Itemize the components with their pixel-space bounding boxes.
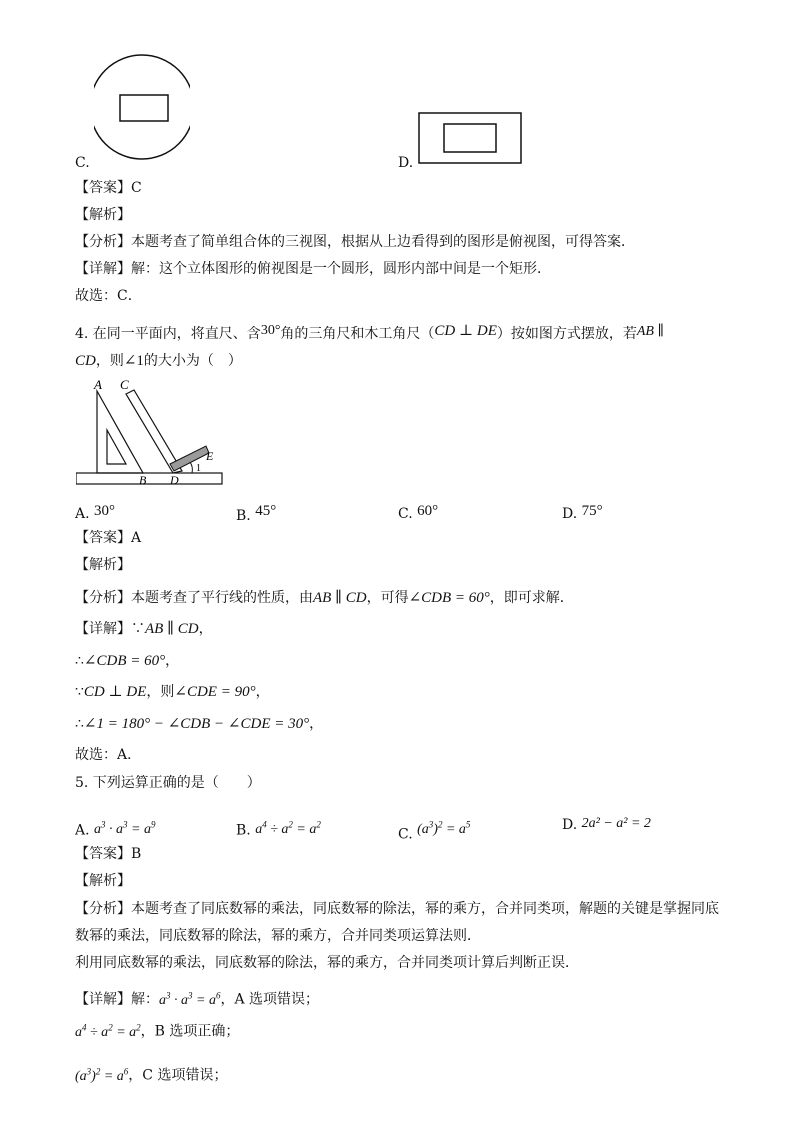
q5-option-c: C. $(a^3)^2 = a^5$: [398, 819, 471, 843]
q4-step-3: ∵CD ⊥ DE，则∠CDE = 90°，: [75, 684, 270, 700]
q3-option-c-label: C.: [75, 155, 90, 171]
q4-fenxi: 【分析】本题考查了平行线的性质，由AB ∥ CD，可得∠CDB = 60°，即可求解．: [75, 590, 574, 606]
fig-label-d: D: [170, 473, 179, 486]
q5-detail-2: $a^4 \div a^2 = a^2$，B 选项正确；: [75, 1022, 240, 1040]
ab-parallel: AB ∥: [636, 324, 664, 339]
q5-stem: 5. 下列运算正确的是（ ）: [75, 775, 261, 791]
q5-fenxi-line1: 【分析】本题考查了同底数幂的乘法，同底数幂的除法，幂的乘方，合并同类项，解题的关键是掌握同底: [75, 901, 719, 917]
q5-option-b: B. $a^4 \div a^2 = a^2$: [236, 819, 321, 839]
q5-analysis-heading: 【解析】: [75, 873, 131, 889]
q5-option-d: D. 2a² − a² = 2: [562, 816, 651, 833]
fig-label-a: A: [94, 378, 102, 392]
q3-answer: 【答案】C: [75, 180, 142, 196]
q4-stem-line2: CD，则∠1的大小为（ ）: [75, 353, 242, 369]
q5-fenxi-line3: 利用同底数幂的乘法，同底数幂的除法，幂的乘方，合并同类项计算后判断正误．: [75, 955, 579, 971]
q4-step-4: ∴∠1 = 180° − ∠CDB − ∠CDE = 30°，: [75, 716, 324, 732]
q4-analysis-heading: 【解析】: [75, 557, 131, 573]
fig-label-e: E: [206, 449, 214, 463]
q4-stem-line1: 4. 在同一平面内，将直尺、含30°角的三角尺和木工角尺（CD ⊥ DE）按如图方式摆放，若AB ∥: [75, 323, 664, 342]
thirty-degree: 30°: [260, 323, 281, 338]
cd-label: CD: [75, 353, 96, 369]
fig-label-c: C: [120, 378, 129, 392]
q4-ruler-triangle-figure: [76, 378, 226, 486]
q4-option-b: B. 45°: [236, 503, 277, 524]
fig-label-b: B: [139, 473, 147, 486]
q3-analysis-heading: 【解析】: [75, 207, 131, 223]
q5-option-a: A. $a^3 \cdot a^3 = a^9$: [75, 819, 156, 839]
q5-answer: 【答案】B: [75, 846, 142, 862]
q5-detail-1: 【详解】解：$a^3 \cdot a^3 = a^6$，A 选项错误；: [75, 990, 320, 1008]
q4-option-c: C. 60°: [398, 503, 439, 522]
q3-option-d-label: D.: [398, 155, 414, 171]
cd-perp-de: CD ⊥ DE: [434, 323, 497, 339]
q3-conclusion: 故选：C．: [75, 288, 142, 304]
q4-step-2: ∴∠CDB = 60°，: [75, 653, 180, 669]
q5-fenxi-line2: 数幂的乘法，同底数幂的除法，幂的乘方，合并同类项运算法则．: [75, 928, 481, 944]
fig-label-angle-1: 1: [196, 463, 201, 474]
q4-answer: 【答案】A: [75, 530, 142, 546]
angle-1: ∠1: [123, 353, 144, 369]
q4-option-d: D. 75°: [562, 503, 603, 522]
q4-conclusion: 故选：A．: [75, 747, 142, 763]
q5-detail-3: $(a^3)^2 = a^6$，C 选项错误；: [75, 1066, 228, 1084]
q3-xiangjie: 【详解】解：这个立体图形的俯视图是一个圆形，圆形内部中间是一个矩形．: [75, 261, 551, 277]
option-d-figure-nested-rectangles: [418, 112, 524, 164]
q3-fenxi: 【分析】本题考查了简单组合体的三视图，根据从上边看得到的图形是俯视图，可得答案．: [75, 234, 635, 250]
option-c-figure-circle-with-rectangle: [94, 52, 190, 162]
q4-step-1: 【详解】∵AB ∥ CD，: [75, 621, 213, 637]
q4-option-a: A. 30°: [75, 503, 116, 522]
